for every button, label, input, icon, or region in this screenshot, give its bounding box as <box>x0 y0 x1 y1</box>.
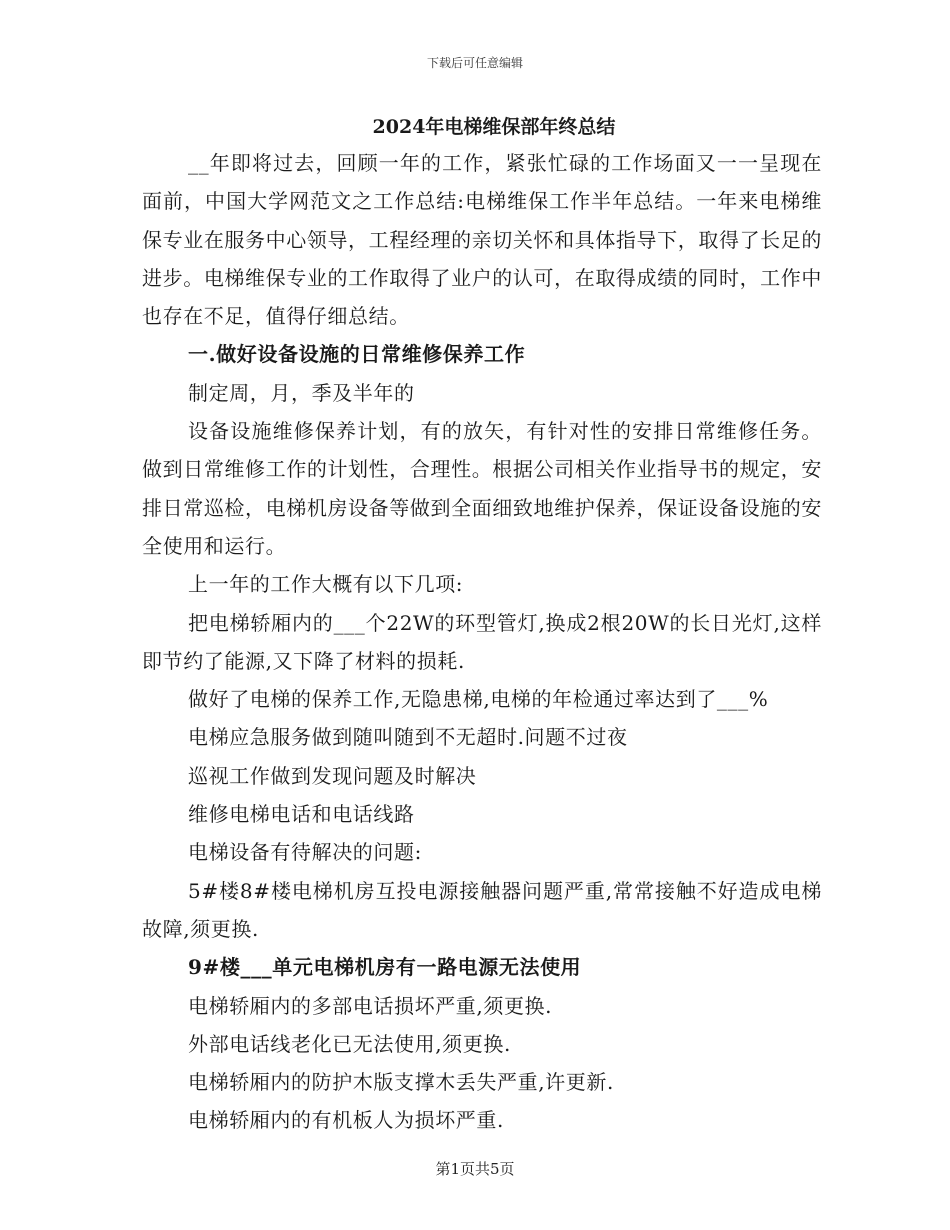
problems-line: 电梯设备有待解决的问题: <box>188 840 422 865</box>
document-body <box>142 110 822 1140</box>
external-phone-line: 外部电话线老化已无法使用,须更换. <box>188 1031 511 1056</box>
car-phone-line: 电梯轿厢内的多部电话损坏严重,须更换. <box>188 993 553 1018</box>
maintenance-line: 做好了电梯的保养工作,无隐患梯,电梯的年检通过率达到了___% <box>188 687 769 712</box>
plan-paragraph-start: 制定周，月，季及半年的 <box>188 380 415 405</box>
board-damage-line: 电梯轿厢内的有机板人为损坏严重. <box>188 1108 504 1133</box>
page-footer: 第1页共5页 <box>435 1160 515 1178</box>
wood-support-line: 电梯轿厢内的防护木版支撑木丢失严重,许更新. <box>188 1070 614 1095</box>
patrol-line: 巡视工作做到发现问题及时解决 <box>188 763 477 788</box>
power-heading: 9#楼___单元电梯机房有一路电源无法使用 <box>188 955 582 980</box>
lamp-paragraph: 把电梯轿厢内的___个22W的环型管灯,换成2根20W的长日光灯,这样即节约了能源,又下降了材料的损耗. <box>142 610 822 673</box>
emergency-line: 电梯应急服务做到随叫随到不无超时.问题不过夜 <box>188 725 628 750</box>
items-intro: 上一年的工作大概有以下几项: <box>188 572 464 597</box>
plan-paragraph: 设备设施维修保养计划，有的放矢，有针对性的安排日常维修任务。做到日常维修工作的计划性，合理性。根据公司相关作业指导书的规定，安排日常巡检，电梯机房设备等做到全面细致地维护保养，保证设备设施的安全使用和运行。 <box>142 419 822 558</box>
intro-paragraph: __年即将过去，回顾一年的工作，紧张忙碌的工作场面又一一呈现在面前，中国大学网范文之工作总结:电梯维保工作半年总结。一年来电梯维保专业在服务中心领导，工程经理的亲切关怀和具体指导下，取得了长足的进步。电梯维保专业的工作取得了业户的认可，在取得成绩的同时，工作中也存在不足，值得仔细总结。 <box>142 151 822 329</box>
section-heading-maintenance: 一.做好设备设施的日常维修保养工作 <box>188 342 526 367</box>
phone-line: 维修电梯电话和电话线路 <box>188 802 415 827</box>
page-header: 下载后可任意编辑 <box>426 56 523 70</box>
document-title: 2024年电梯维保部年终总结 <box>372 116 616 138</box>
contactor-paragraph: 5#楼8#楼电梯机房互投电源接触器问题严重,常常接触不好造成电梯故障,须更换. <box>142 878 822 941</box>
